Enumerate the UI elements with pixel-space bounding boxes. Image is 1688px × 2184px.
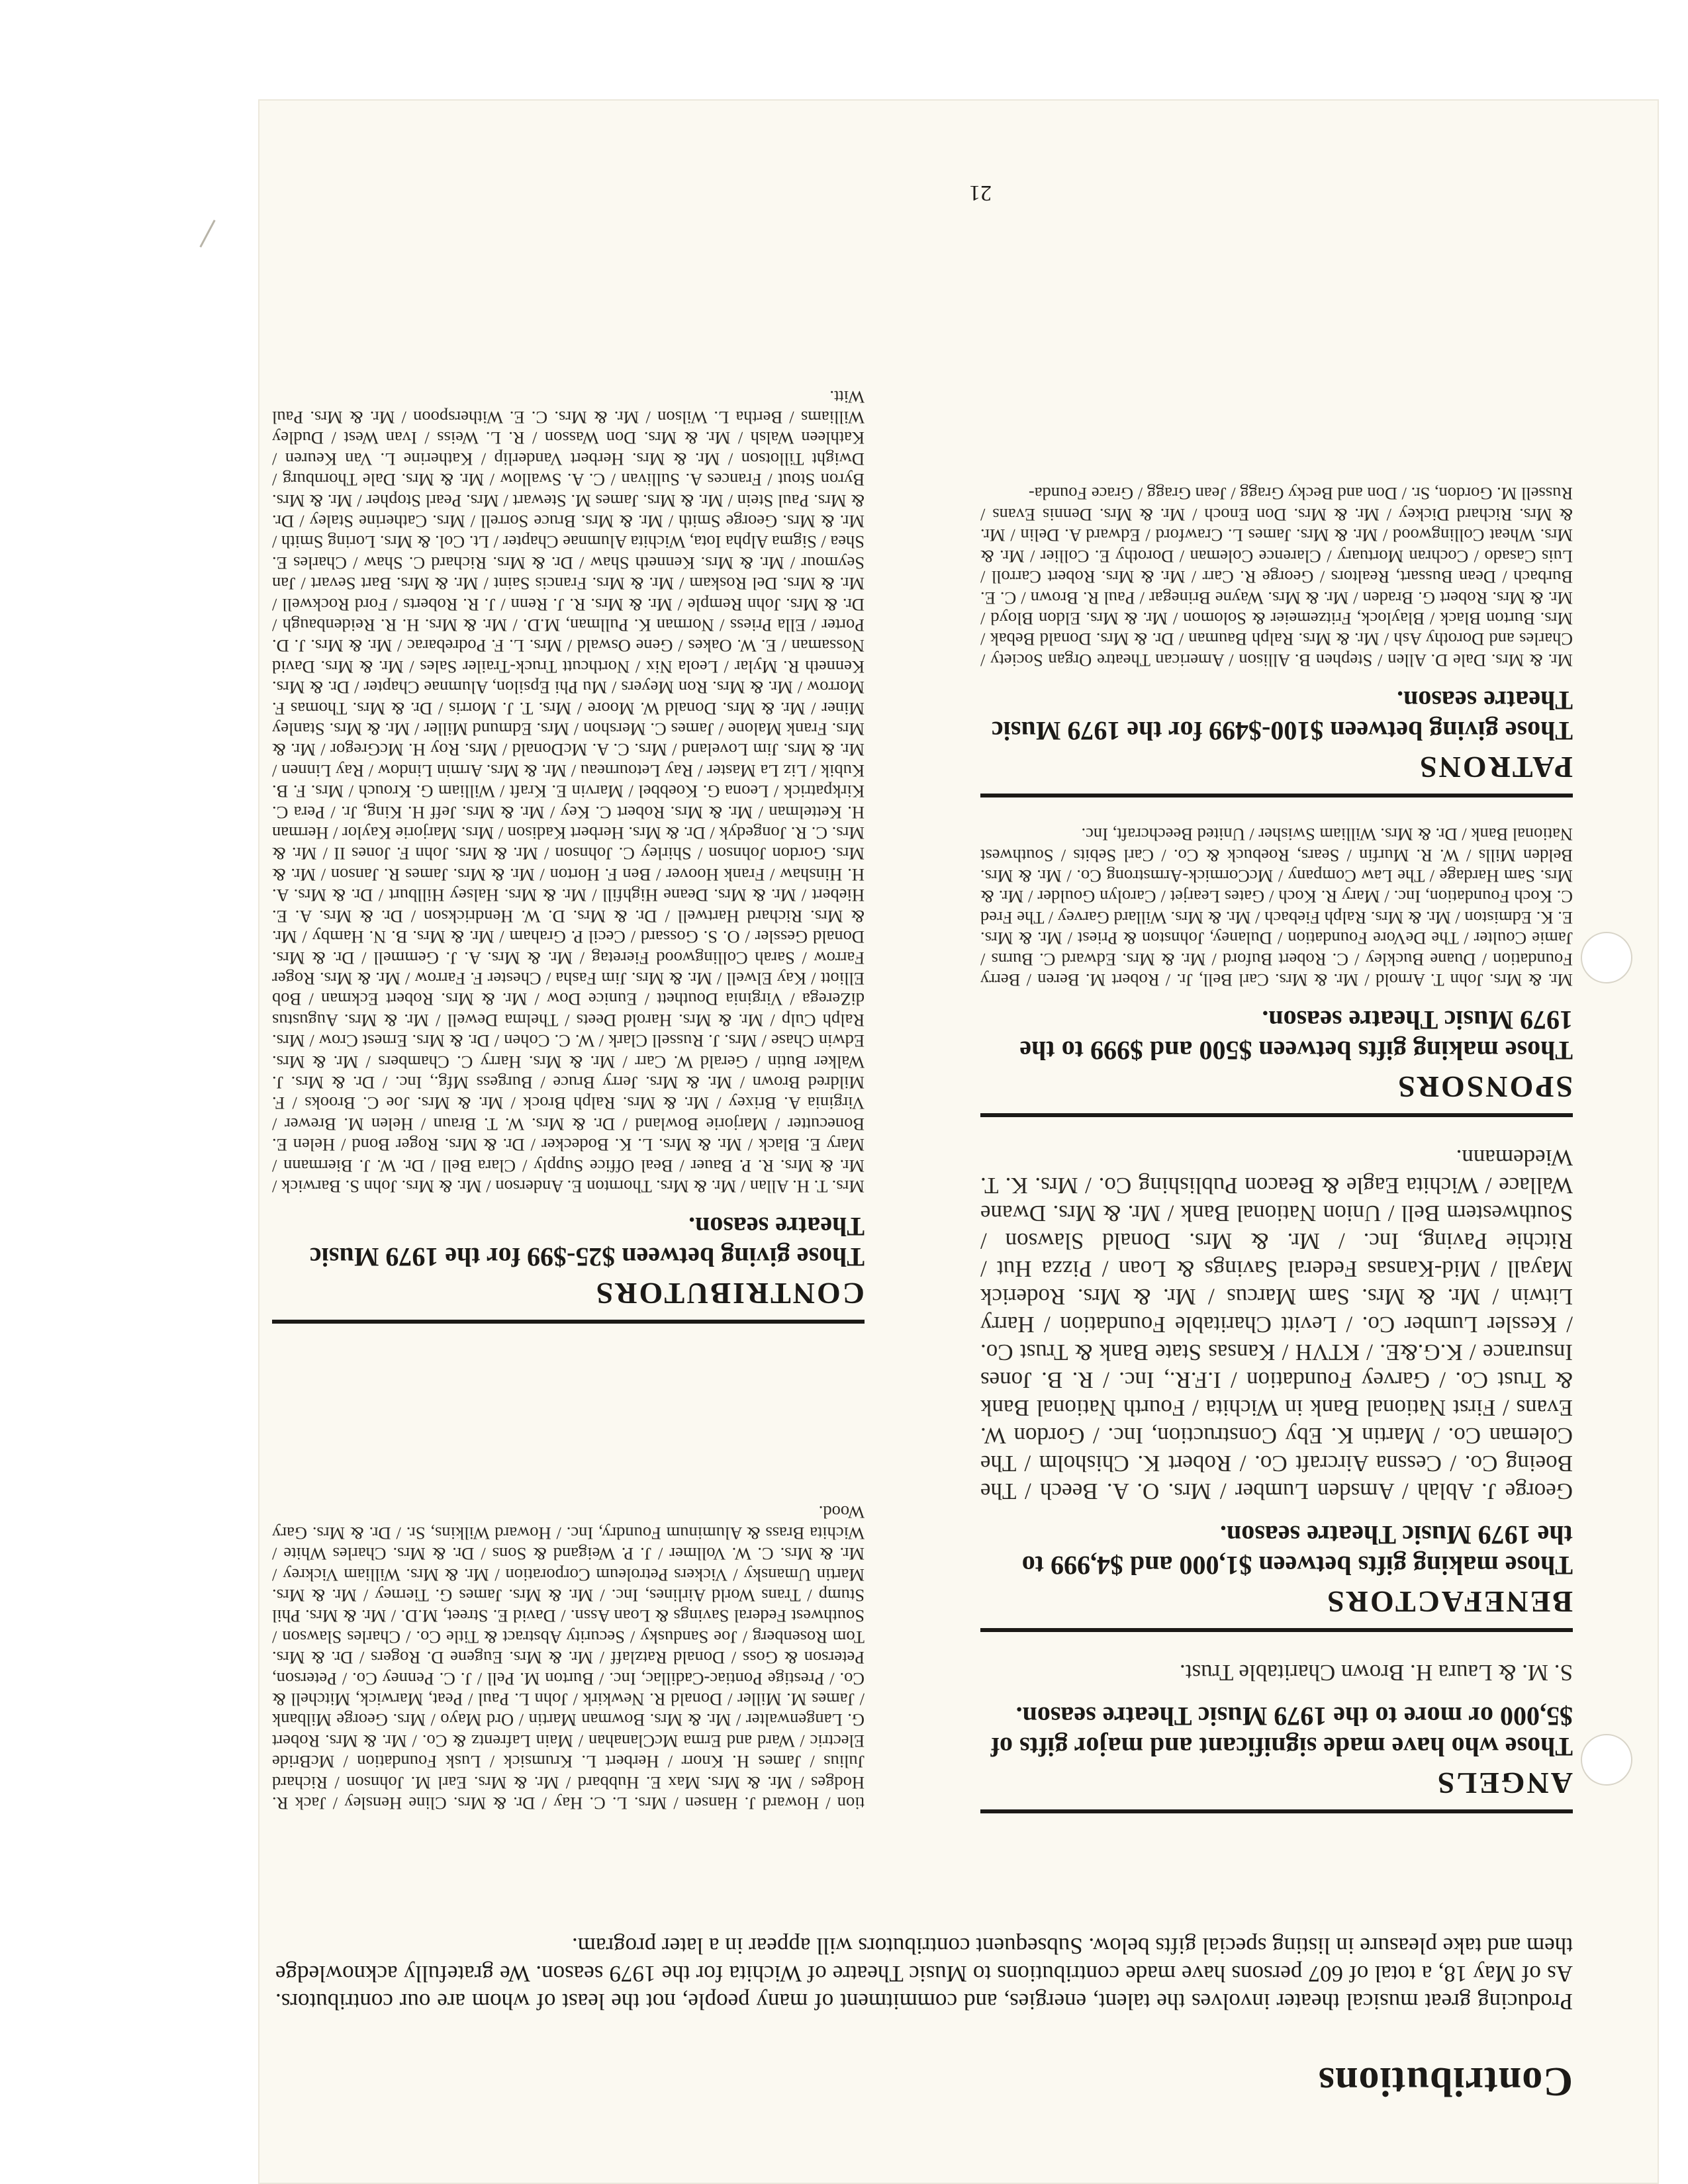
section-names: tion / Howard J. Hansen / Mrs. L. C. Hay / Dr. & Mrs. Cline Hensley / Jack R. Hodges / Mr. & Mrs. Max E. Hubbard / Mr. & Mrs. Earl M. Johnson / Richard Julius / James H. Knorr / Herbert L. Krumsick / Lusk Foundation / McBride Electric / Ward and Erma McClanahan / Main Lafrentz & Co. / Mr. & Mrs. Robert G. Langenwalter / Mr. & Mrs. Bowman Martin / Ord Mayo / Mrs. George Milbank / James M. Miller / Donald R. Newkirk / John L. Paul / Peat, Marwick, Mitchell & Co. / Prestige Pontiac-Cadillac, Inc. / Burton M. Pell / J. C. Penney Co. / Peterson, Peterson & Goss / Donald Ratzlaff / Mr. & Mrs. Eugene D. Rogers / Dr. & Mrs. Tom Rosenberg / Joe Sandusky / Security Abstract & Title Co. / Charles Slawson / Southwest Federal Savings & Loan Assn. / David E. Street, M.D. / Mr. & Mrs. Phil Stump / Trans World Airlines, Inc. / Mr. & Mrs. James G. Tierney / Mr. & Mrs. Martin Umansky / Vickers Petroleum Corporation / Mr. & Mrs. William Vickrey / Mr. & Mrs. C. W. Vollmer / J. P. Weigand & Sons / Dr. & Mrs. Charles White / Wichita Brass & Aluminum Foundry, Inc. / Howard Wilkins, Sr. / Dr. & Mrs. Gary Wood. xyxy=(272,1502,865,1813)
section-subheading: Those making gifts between $500 and $999 to the 1979 Music Theatre season. xyxy=(1019,1005,1573,1066)
section-names: Mr. & Mrs. John T. Arnold / Mr. & Mrs. Carl Bell, Jr. / Robert M. Beren / Berry Foundation / Duane Buckley / C. Robert Buford / Mr. & Mrs. Edward C. Burns / Jamie Coulter / The DeVore Foundation / Dulaney, Johnston & Priest / Mr. & Mrs. E. K. Edmiston / Mr. & Mrs. Ralph Fiebach / Mr. & Mrs. Willard Garvey / The Fred C. Koch Foundation, Inc. / Mary R. Koch / Gates Learjet / Carolyn Goulder / Mr. & Mrs. Sam Hardage / The Law Company / McCormick-Armstrong Co. / Mr. & Mrs. Belden Mills / W. R. Murfin / Sears, Roebuck & Co. / Carl Sebits / Southwest National Bank / Dr. & Mrs. William Swisher / United Beechcraft, Inc. xyxy=(980,825,1573,990)
section-sponsors xyxy=(980,824,1573,1117)
section-heading: ANGELS xyxy=(980,1766,1573,1813)
page-title: Contributions xyxy=(1317,2059,1573,2104)
section-heading: PATRONS xyxy=(980,750,1573,797)
section-angels xyxy=(980,1659,1573,1813)
patrons-continued-column xyxy=(272,1475,865,1813)
section-subheading: Those who have made significant and major gifts of $5,000 or more to the 1979 Music Theatre season. xyxy=(990,1702,1573,1762)
section-subheading: Those giving between $100-$499 for the 1979 Music Theatre season. xyxy=(991,685,1573,746)
section-subheading: Those giving between $25-$99 for the 1979 Music Theatre season. xyxy=(309,1212,865,1272)
section-names: Mrs. T. H. Allan / Mr. & Mrs. Thornton E. Anderson / Mr. & Mrs. John S. Barwick / Mr. & Mrs. R. P. Bauer / Beal Office Supply / Clara Bell / Dr. W. J. Biermann / Mary E. Black / Mr. & Mrs. L. K. Bodecker / Dr. & Mrs. Roger Bond / Helen E. Bonecutter / Marjorie Bowland / Dr. & Mrs. W. T. Braun / Helen M. Brewer / Virginia A. Brixey / Mr. & Mrs. Ralph Brock / Mr. & Mrs. Joe C. Brooks / F. Mildred Brown / Mr. & Mrs. Jerry Bruce / Burgess Mfg., Inc. / Dr. & Mrs. J. Walker Butin / Gerald W. Carr / Mr. & Mrs. Harry C. Chambers / Mr. & Mrs. Edwin Chase / Mrs. J. Russell Clark / W. C. Cohen / Dr. & Mrs. Ernest Crow / Mrs. Ralph Culp / Mr. & Mrs. Harold Deets / Thelma Dewell / Mr. & Mrs. Augustus diZerega / Virginia Douthett / Eunice Dow / Mr. & Mrs. Robert Eckman / Bob Elliott / Kay Elwell / Mr. & Mrs. Jim Fasha / Chester F. Farrow / Mr. & Mrs. Roger Farrow / Sarah Collingwood Fieretag / Mr. & Mrs. A. J. Gemmell / Dr. & Mrs. Donald Gessler / O. S. Gossard / Cecil P. Graham / Mr. & Mrs. B. N. Hamby / Mr. & Mrs. Richard Hartwell / Dr. & Mrs. D. W. Hendrickson / Dr. & Mrs. A. E. Hiebert / Mr. & Mrs. Deane Highfill / Mr. & Mrs. Halsey Hillburt / Dr. & Mrs. A. H. Hinshaw / Frank Hoover / Ben F. Horton / Mr. & Mrs. James R. Janson / Mr. & Mrs. Gordon Johnson / Shirley C. Johnson / Mr. & Mrs. John F. Jones II / Mr. & Mrs. C. R. Jongedyk / Dr. & Mrs. Herbert Kadison / Mrs. Marjorie Kaylor / Herman H. Kettelman / Mr. & Mrs. Robert C. Key / Mr. & Mrs. Jeff H. King, Jr. / Pera C. Kirkpatrick / Leona G. Koebbel / Marvin E. Kraft / William G. Krouch / Mrs. F. B. Kubik / Liz La Master / Ray Letourneau / Mr. & Mrs. Armin Lindow / Ray Linnen / Mr. & Mrs. Jim Loveland / Mrs. C. A. McDonald / Mrs. Roy H. McGregor / Mr. & Mrs. Frank Malone / James C. Mershon / Mrs. Edmund Miller / Mr. & Mrs. Stanley Miner / Mr. & Mrs. Donald W. Moore / Mrs. T. J. Morris / Dr. & Mrs. Thomas F. Morrow / Mr. & Mrs. Ron Meyers / Mu Phi Epsilon, Alumnae Chapter / Dr. & Mrs. Kenneth R. Mylar / Leola Nix / Northcutt Truck-Trailer Sales / Mr. & Mrs. David Nossaman / E. W. Oakes / Gene Oswald / Mrs. L. F. Podrebarac / Mr. & Mrs. J. D. Porter / Ella Priess / Norman K. Pullman, M.D. / Mr. & Mrs. H. R. Reidenbaugh / Dr. & Mrs. John Remple / Mr. & Mrs. R. J. Renn / J. R. Roberts / Ford Rockwell / Mr. & Mrs. Del Roskam / Mr. & Mrs. Francis Saint / Mr. & Mrs. Bart Sevart / Jan Seymour / Mr. & Mrs. Kenneth Shaw / Dr. & Mrs. Richard C. Shaw / Charles E. Shea / Sigma Alpha Iota, Wichita Alumnae Chapter / Lt. Col. & Mrs. Loring Smith / Mr. & Mrs. George Smith / Mr. & Mrs. Bruce Sorrell / Mrs. Catherine Staley / Dr. & Mrs. Paul Stein / Mr. & Mrs. James M. Stewart / Mrs. Pearl Stopher / Mr. & Mrs. Byron Stout / Frances A. Sullivan / C. A. Swallow / Mr. & Mrs. Dale Thornburg / Dwight Tillotson / Mr. & Mrs. Herbert Vanderlip / Katherine L. Van Keuren / Kathleen Walsh / Mr. & Mrs. Don Wasson / R. L. Weiss / Ivan West / Dudley Williams / Bertha L. Wilson / Mr. & Mrs. C. E. Witherspoon / Mr. & Mrs. Paul Witt. xyxy=(272,387,865,1197)
intro-paragraph: Producing great musical theater involves the talent, energies, and commitment of many people, not the least of whom are our contributors. As of May 18, a total of 607 persons have made contributions to Music Theatre of Wichita for the 1979 season. We gratefully acknowledge them and take pleasure in listing special gifts below. Subsequent contributors will appear in a later program. xyxy=(275,1933,1573,2015)
scanned-page xyxy=(258,99,1659,2184)
binder-hole xyxy=(1581,1734,1632,1786)
right-column xyxy=(272,359,865,1324)
section-heading: CONTRIBUTORS xyxy=(272,1276,865,1324)
section-names: George J. Ablah / Amsden Lumber / Mrs. O. A. Beech / The Boeing Co. / Cessna Aircraft Co. / Robert K. Chisholm / The Coleman Co. / Martin K. Eby Construction, Inc. / Gordon W. Evans / First National Bank in Wichita / Fourth National Bank & Trust Co. / Garvey Foundation / I.F.R., Inc. / R. B. Jones Insurance / K.G.&E. / KTVH / Kansas State Bank & Trust Co. / Kessler Lumber Co. / Levitt Charitable Foundation / Harry Litwin / Mr. & Mrs. Sam Marcus / Mr. & Mrs. Roderick Mayall / Mid-Kansas Federal Savings & Loan / Pizza Hut / Ritchie Paving, Inc. / Mr. & Mrs. Donald Slawson / Southwestern Bell / Union National Bank / Mr. & Mrs. Dwane Wallace / Wichita Eagle & Beacon Publishing Co. / Mrs. K. T. Wiedemann. xyxy=(980,1145,1573,1504)
section-heading: BENEFACTORS xyxy=(980,1584,1573,1632)
page-number: 21 xyxy=(969,181,992,205)
section-contributors xyxy=(272,386,865,1324)
left-column xyxy=(980,457,1573,1813)
section-patrons-continued xyxy=(272,1502,865,1813)
page-content-rotated xyxy=(258,99,1659,2184)
binder-hole xyxy=(1581,932,1632,983)
section-patrons xyxy=(980,483,1573,797)
section-names: S. M. & Laura H. Brown Charitable Trust. xyxy=(1179,1660,1573,1686)
section-subheading: Those making gifts between $1,000 and $4,999 to the 1979 Music Theatre season. xyxy=(1021,1520,1573,1580)
section-benefactors xyxy=(980,1144,1573,1632)
section-heading: SPONSORS xyxy=(980,1069,1573,1117)
section-names: Mr. & Mrs. Dale D. Allen / Stephen B. Allison / American Theatre Organ Society / Charles and Dorothy Ash / Mr. & Mrs. Ralph Bauman / Dr. & Mrs. Donald Bebak / Mrs. Burton Black / Blaylock, Fritzemeier & Solomon / Mr. & Mrs. Eldon Bloyd / Mr. & Mrs. Robert G. Braden / Mr. & Mrs. Wayne Brinegar / Paul R. Brown / C. E. Burbach / Dean Bussart, Realtors / George R. Carr / Mr. & Mrs. Robert Carroll / Luis Casado / Cochran Mortuary / Clarence Coleman / Dorothy E. Collier / Mr. & Mrs. Wheat Collingwood / Mr. & Mrs. James L. Crawford / Edward A. Delin / Mr. & Mrs. Richard Dickey / Mr. & Mrs. Don Enoch / Mr. & Mrs. Dennis Evans / Russell M. Gordon, Sr. / Don and Becky Gragg / Jean Gragg / Grace Founda- xyxy=(980,484,1573,670)
scan-mark xyxy=(199,220,215,248)
